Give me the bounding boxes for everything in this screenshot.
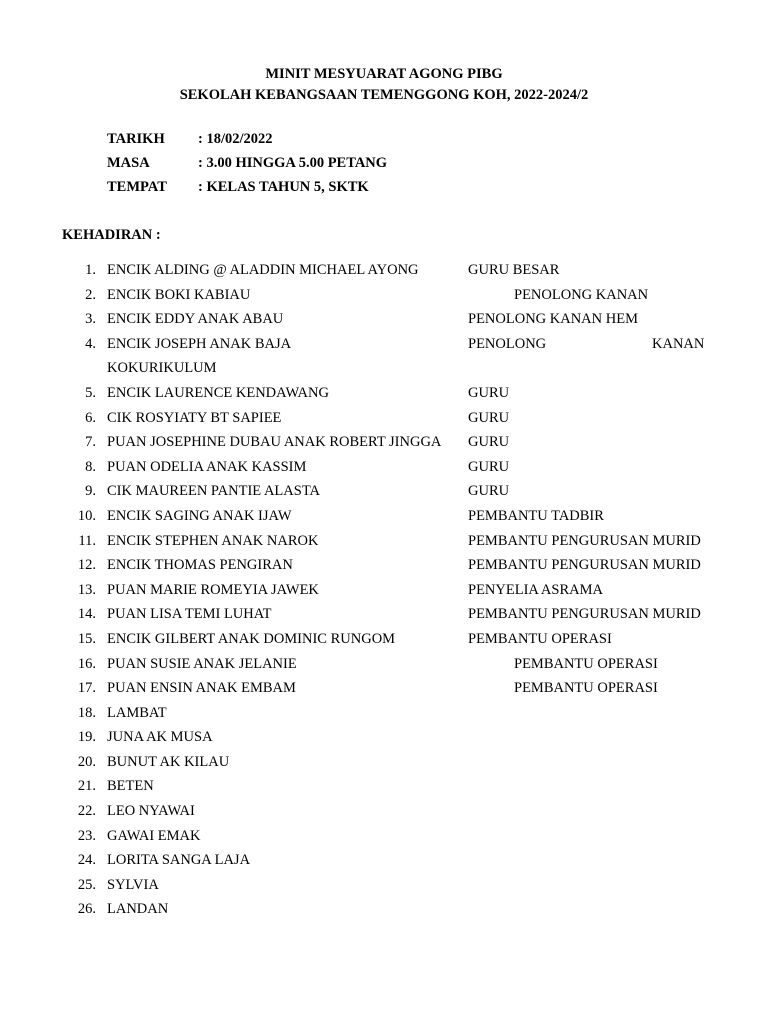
attendee-name: CIK MAUREEN PANTIE ALASTA: [107, 483, 320, 500]
item-number: 15.: [77, 630, 96, 647]
item-number: 11.: [78, 532, 96, 549]
attendee-role: PEMBANTU TADBIR: [468, 507, 604, 524]
list-item: [0, 826, 768, 851]
attendee-role: PEMBANTU OPERASI: [514, 680, 658, 697]
item-number: 13.: [77, 581, 96, 598]
attendee-name: ENCIK ALDING @ ALADDIN MICHAEL AYONG: [107, 262, 419, 278]
list-item: [0, 408, 768, 433]
place-label: TEMPAT: [107, 179, 167, 195]
document-subtitle: SEKOLAH KEBANGSAAN TEMENGGONG KOH, 2022-2024/2: [179, 87, 589, 103]
attendee-name: ENCIK GILBERT ANAK DOMINIC RUNGOM: [107, 630, 396, 647]
item-number: 3.: [85, 311, 96, 328]
item-number: 16.: [77, 655, 96, 672]
attendee-name: ENCIK LAURENCE KENDAWANG: [107, 384, 329, 401]
attendance-list: [0, 260, 768, 924]
attendance-heading: KEHADIRAN :: [62, 227, 161, 243]
list-item: [0, 629, 768, 654]
attendee-name: PUAN ODELIA ANAK KASSIM: [107, 458, 307, 475]
attendee-role: GURU: [468, 483, 510, 500]
list-item: [0, 334, 768, 359]
item-number: 12.: [77, 557, 96, 574]
attendee-role: PEMBANTU PENGURUSAN MURID: [468, 557, 701, 574]
list-item: [0, 703, 768, 728]
list-item: [0, 432, 768, 457]
attendee-name: LANDAN: [107, 901, 169, 918]
attendee-name: PUAN JOSEPHINE DUBAU ANAK ROBERT JINGGA: [107, 434, 442, 451]
attendee-name: PUAN LISA TEMI LUHAT: [107, 606, 272, 623]
list-item: [0, 899, 768, 924]
list-item: [0, 580, 768, 605]
attendee-role-continued: KANAN: [652, 335, 705, 352]
item-number: 22.: [77, 803, 96, 820]
item-number: 1.: [85, 262, 96, 278]
attendee-role: PEMBANTU PENGURUSAN MURID: [468, 532, 701, 549]
attendee-name: CIK ROSYIATY BT SAPIEE: [107, 409, 282, 426]
attendee-name: ENCIK BOKI KABIAU: [107, 286, 251, 303]
role-continuation: KOKURIKULUM: [107, 360, 217, 377]
list-item: [0, 801, 768, 826]
attendee-role: PENOLONG KANAN HEM: [468, 311, 638, 328]
list-item: [0, 285, 768, 310]
item-number: 10.: [77, 507, 96, 524]
list-item: [0, 604, 768, 629]
attendee-role: GURU BESAR: [468, 262, 560, 278]
time-value: : 3.00 HINGGA 5.00 PETANG: [198, 155, 388, 171]
attendee-role: PEMBANTU OPERASI: [468, 630, 612, 647]
list-item: [0, 678, 768, 703]
item-number: 25.: [77, 876, 96, 893]
attendee-role: PENYELIA ASRAMA: [468, 581, 603, 598]
document-title: MINIT MESYUARAT AGONG PIBG: [265, 66, 503, 82]
item-number: 7.: [85, 434, 96, 451]
attendee-role: GURU: [468, 458, 510, 475]
item-number: 2.: [85, 286, 96, 303]
item-number: 21.: [77, 778, 96, 795]
attendee-role: GURU: [468, 384, 510, 401]
attendee-name: ENCIK THOMAS PENGIRAN: [107, 557, 293, 574]
item-number: 19.: [77, 729, 96, 746]
attendee-name: PUAN MARIE ROMEYIA JAWEK: [107, 581, 319, 598]
list-item: [0, 776, 768, 801]
attendee-name: PUAN ENSIN ANAK EMBAM: [107, 680, 296, 697]
item-number: 5.: [85, 384, 96, 401]
list-item: [0, 506, 768, 531]
list-item: [0, 555, 768, 580]
list-item: [0, 383, 768, 408]
item-number: 24.: [77, 852, 96, 869]
attendee-role: GURU: [468, 409, 510, 426]
item-number: 26.: [77, 901, 96, 918]
item-number: 20.: [77, 753, 96, 770]
list-item: [0, 654, 768, 679]
list-item: [0, 727, 768, 752]
attendee-name: BETEN: [107, 778, 154, 795]
item-number: 8.: [85, 458, 96, 475]
item-number: 18.: [77, 704, 96, 721]
item-number: 23.: [77, 827, 96, 844]
place-value: : KELAS TAHUN 5, SKTK: [198, 179, 369, 195]
item-number: 4.: [85, 335, 96, 352]
attendee-name: LEO NYAWAI: [107, 803, 195, 820]
item-number: 6.: [85, 409, 96, 426]
attendee-role: PENOLONG KANAN: [514, 286, 649, 303]
attendee-name: PUAN SUSIE ANAK JELANIE: [107, 655, 297, 672]
list-item: [0, 481, 768, 506]
list-item: [0, 875, 768, 900]
attendee-role: GURU: [468, 434, 510, 451]
date-label: TARIKH: [107, 131, 165, 147]
item-number: 9.: [85, 483, 96, 500]
list-item: [0, 457, 768, 482]
attendee-role: PEMBANTU PENGURUSAN MURID: [468, 606, 701, 623]
attendee-name: ENCIK STEPHEN ANAK NAROK: [107, 532, 319, 549]
time-label: MASA: [107, 155, 150, 171]
list-item: [0, 260, 768, 285]
item-number: 14.: [77, 606, 96, 623]
list-item: [0, 752, 768, 777]
attendee-name: ENCIK SAGING ANAK IJAW: [107, 507, 292, 524]
attendee-name: GAWAI EMAK: [107, 827, 201, 844]
list-item: [0, 309, 768, 334]
attendee-name: LAMBAT: [107, 704, 167, 721]
attendee-role: PEMBANTU OPERASI: [514, 655, 658, 672]
attendee-name: ENCIK EDDY ANAK ABAU: [107, 311, 284, 328]
list-item: [0, 531, 768, 556]
list-item: [0, 850, 768, 875]
attendee-name: ENCIK JOSEPH ANAK BAJA: [107, 335, 292, 352]
attendee-name: SYLVIA: [107, 876, 159, 893]
date-value: : 18/02/2022: [198, 131, 273, 147]
attendee-role: PENOLONG: [468, 335, 547, 352]
item-number: 17.: [77, 680, 96, 697]
attendee-name: LORITA SANGA LAJA: [107, 852, 251, 869]
list-item-continuation: [0, 358, 768, 383]
attendee-name: JUNA AK MUSA: [107, 729, 213, 746]
attendee-name: BUNUT AK KILAU: [107, 753, 230, 770]
